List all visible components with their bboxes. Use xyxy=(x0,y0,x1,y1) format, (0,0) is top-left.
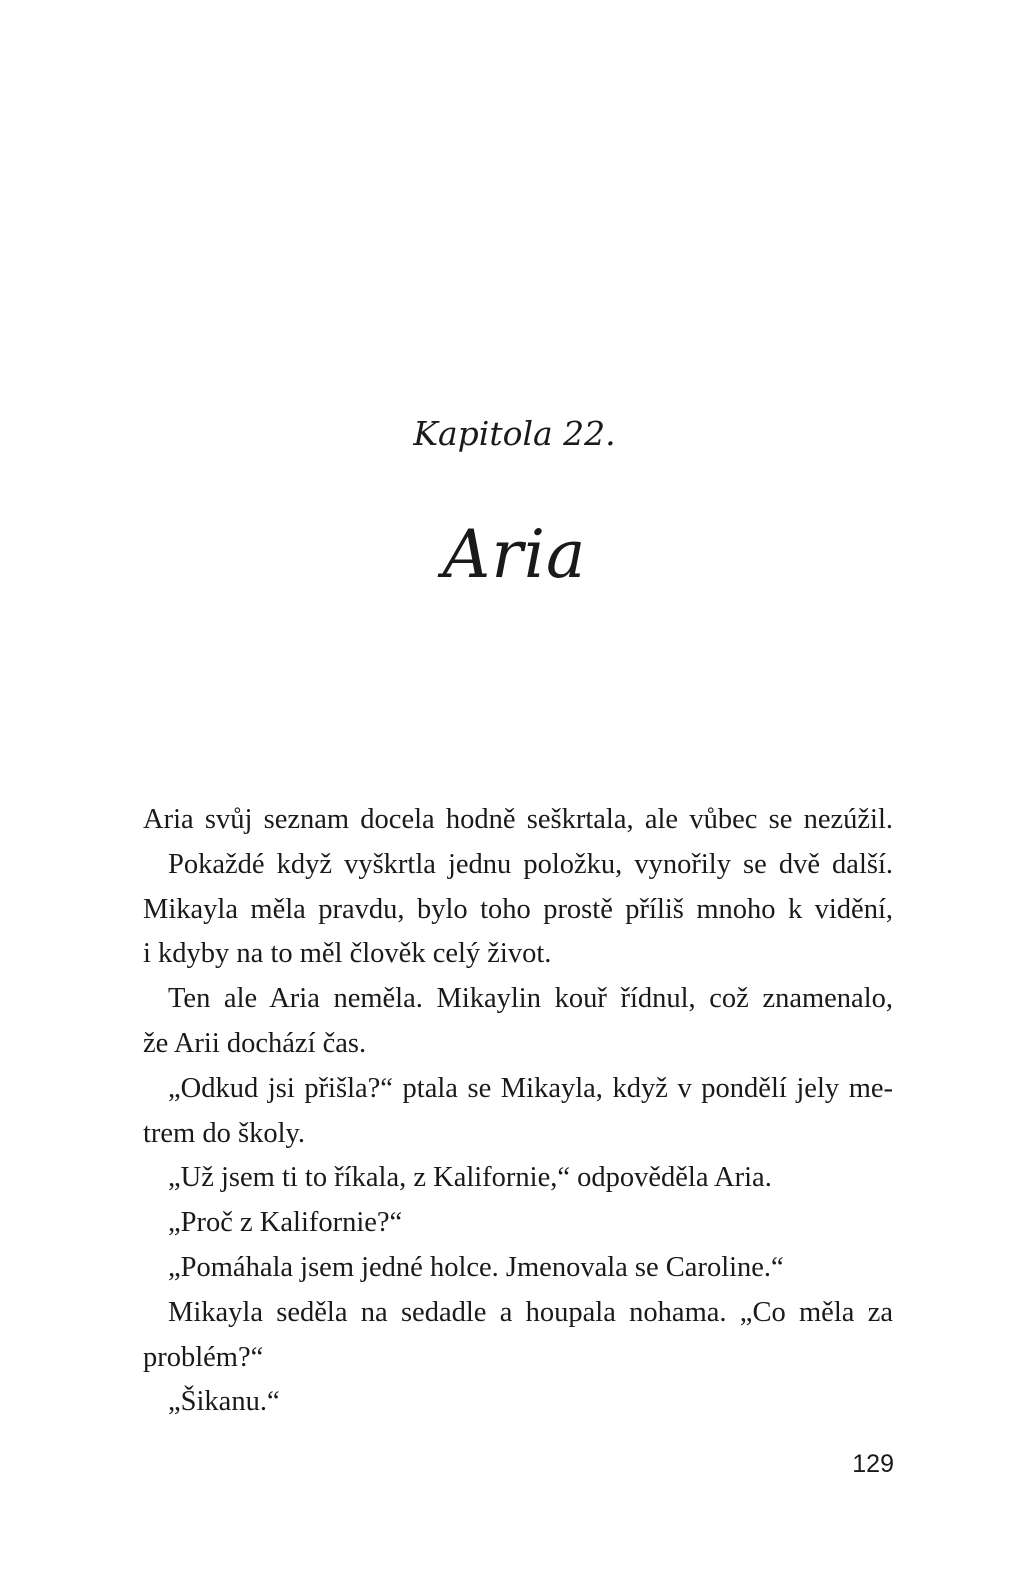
text-line: i kdyby na to měl člověk celý život. xyxy=(143,938,552,970)
text-line: Mikayla seděla na sedadle a houpala nohama. „Co měla za xyxy=(168,1296,893,1328)
text-line: Mikayla měla pravdu, bylo toho prostě příliš mnoho k vidění, xyxy=(143,893,893,925)
text-line: trem do školy. xyxy=(143,1117,306,1149)
page-number: 129 xyxy=(852,1450,894,1478)
text-line: Ten ale Aria neměla. Mikaylin kouř řídnul, což znamenalo, xyxy=(168,983,893,1015)
text-line: „Šikanu.“ xyxy=(168,1386,280,1418)
text-line: „Už jsem ti to říkala, z Kalifornie,“ odpověděla Aria. xyxy=(168,1162,772,1194)
body-text xyxy=(143,798,893,1425)
text-line: že Arii dochází čas. xyxy=(143,1027,367,1059)
text-line: „Proč z Kalifornie?“ xyxy=(168,1207,403,1239)
text-line: problém?“ xyxy=(143,1341,264,1373)
text-line: Aria svůj seznam docela hodně seškrtala, ale vůbec se nezúžil. xyxy=(143,804,893,835)
chapter-label: Kapitola 22. xyxy=(413,414,616,453)
chapter-title: Aria xyxy=(442,516,587,593)
text-line: „Pomáhala jsem jedné holce. Jmenovala se Caroline.“ xyxy=(168,1251,784,1283)
text-line: Pokaždé když vyškrtla jednu položku, vynořily se dvě další. xyxy=(168,848,893,880)
text-line: „Odkud jsi přišla?“ ptala se Mikayla, když v pondělí jely me- xyxy=(168,1072,893,1104)
